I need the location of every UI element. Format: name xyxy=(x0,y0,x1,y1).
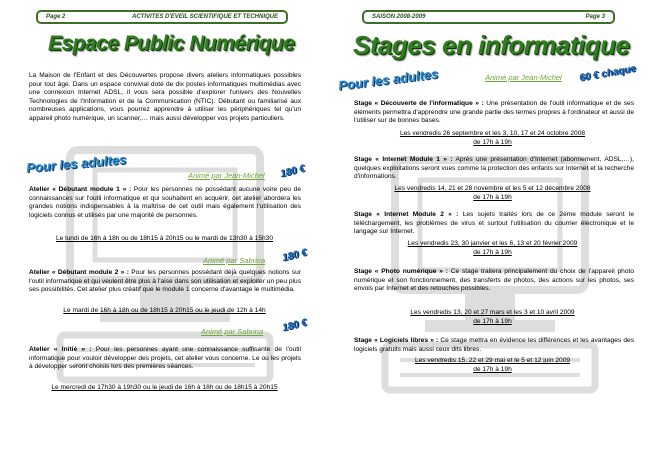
atelier-text: Pour les personnes ayant une connaissance suffisante de l'outil informatique pour vouloir développer des projets, cet atelier vous concerne. Le ou les projets à développer seront choisis lors des premières séances. xyxy=(29,346,301,371)
audience-blurb: Pour les adultes xyxy=(337,65,439,94)
intro-paragraph: La Maison de l'Enfant et des Découvertes propose divers ateliers informatiques possibles pour tout âge. Dans un espace convivial doté de dix postes informatiques multimédias avec une connexion Internet ADSL, il vous sera possible d'explorer l'univers des Nouvelles Technologies de l'Information et de la Communication (NTIC). Débutant ou familiarisé aux nombreuses applications, vous pourrez apprendre à utiliser les périphériques tel qu'un appareil photo numérique, un scanner,… mais aussi développer vos projets particuliers. xyxy=(29,72,301,122)
price-badge: 180 € xyxy=(281,317,308,334)
animator-label: Animé par Sabrina xyxy=(201,327,264,336)
atelier-name: Atelier « Débutant module 2 » : xyxy=(29,269,129,276)
stage-schedule: Les vendredis 15, 22 et 29 mai et le 5 et 12 juin 2009 xyxy=(414,357,571,364)
stage-name: Stage « Internet Module 1 » : xyxy=(354,156,453,163)
stage-schedule: Les vendredis 26 septembre et les 3, 10, 17 et 24 octobre 2008 xyxy=(399,130,586,137)
stage-description xyxy=(354,268,634,294)
atelier-schedule: Le mercredi de 17h30 à 19h30 ou le jeudi de 16h à 18h ou de 18h15 à 20h15 xyxy=(51,384,278,391)
page-title: Espace Public Numérique xyxy=(48,32,295,55)
price-badge: 180 € xyxy=(281,247,308,264)
atelier-schedule: Le lundi de 16h à 18h ou de 18h15 à 20h15 ou le mardi de 13h30 à 15h30 xyxy=(55,235,274,242)
page-number: Page 3 xyxy=(585,14,605,20)
page-number: Page 2 xyxy=(46,14,66,20)
stage-time: de 17h à 19h xyxy=(473,194,512,201)
stage-text: Une présentation de l'outil informatique et de ses éléments permettra d'apprendre une grande partie des termes propres à l'ordinateur et aussi de l'utiliser sur de bonnes bases. xyxy=(354,100,634,125)
season-label: SAISON 2008-2009 xyxy=(372,14,426,20)
price-badge: 60 € chaque xyxy=(578,63,637,84)
stage-schedule: Les vendredis 23, 30 janvier et les 6, 13 et 20 février 2009 xyxy=(407,240,578,247)
stage-time: de 17h à 19h xyxy=(473,318,512,325)
animator-label: Animé par Jean-Michel xyxy=(485,73,562,82)
stage-description xyxy=(354,337,634,354)
atelier-name: Atelier « Initié » : xyxy=(29,346,92,353)
stage-schedule: Les vendredis 13, 20 et 27 mars et les 3 et 10 avril 2009 xyxy=(410,309,575,316)
stage-text: Ce stage traitera principalement du choix de l'appareil photo numérique et son fonctionnement, des transferts de photos, des actions sur les photos, ses envois par Internet et des retouches possibles. xyxy=(354,268,634,293)
atelier-description xyxy=(29,186,301,220)
animator-label: Animé par Jean-Michel xyxy=(188,171,265,180)
animator-label: Animé par Sabrina xyxy=(203,256,266,265)
stage-time: de 17h à 19h xyxy=(473,366,512,373)
section-title: ACTIVITES D'EVEIL SCIENTIFIQUE ET TECHNIQUE xyxy=(132,14,278,20)
stage-description xyxy=(354,211,634,237)
stage-name: Stage « Internet Module 2 » : xyxy=(354,211,459,218)
atelier-schedule: Le mardi de 16h à 18h ou de 18h15 à 20h15 ou le jeudi de 12h à 14h xyxy=(63,307,266,314)
audience-blurb: Pour les adultes xyxy=(25,151,127,176)
price-badge: 180 € xyxy=(279,163,306,180)
page-title: Stages en informatique xyxy=(353,30,630,60)
stage-time: de 17h à 19h xyxy=(473,139,512,146)
page-header xyxy=(36,10,288,24)
atelier-text: Pour les personnes possédant déjà quelques notions sur l'outil informatique et qui veulent être plus à l'aise dans son utilisation et exploiter un peu plus ses possibilités. Cet atelier plus créatif que le module 1 concerne d'avantage le multimédia. xyxy=(29,269,301,294)
right-page xyxy=(325,0,650,460)
stage-text: Les sujets traités lors de ce 2ème module seront le téléchargement, les problèmes de virus et surtout l'utilisation du courrier électronique et le langage sur Internet. xyxy=(354,211,634,236)
stage-name: Stage « Logiciels libres » : xyxy=(354,337,439,344)
stage-name: Stage « Photo numérique » : xyxy=(354,268,448,275)
atelier-text: Pour les personnes ne possédant aucune voire peu de connaissances sur l'outil informatique et qui souhaitent en acquérir, cet atelier abordera les grandes notions indispensables à la maîtrise de cet outil mais également l'utilisation des logiciels connus et utilisés par une majorité de personnes. xyxy=(29,186,301,219)
atelier-description xyxy=(29,269,301,295)
stage-name: Stage « Découverte de l'informatique » : xyxy=(354,100,484,107)
stage-schedule: Les vendredis 14, 21 et 28 novembre et les 5 et 12 décembre 2008 xyxy=(394,185,591,192)
stage-description xyxy=(354,100,634,126)
stage-text: Après une présentation d'Internet (abonnement, ADSL,…), quelques exploitations seront vues comme la protection des enfants sur Internet et la recherche d'informations. xyxy=(354,156,634,181)
page-header xyxy=(362,10,615,24)
atelier-name: Atelier « Débutant module 1 » : xyxy=(29,186,132,193)
stage-text: Ce stage mettra en évidence les différences et les avantages des logiciels gratuits mais aussi ceux dits libres. xyxy=(354,337,634,353)
atelier-description xyxy=(29,346,301,372)
stage-time: de 17h à 19h xyxy=(473,249,512,256)
stage-description xyxy=(354,156,634,182)
